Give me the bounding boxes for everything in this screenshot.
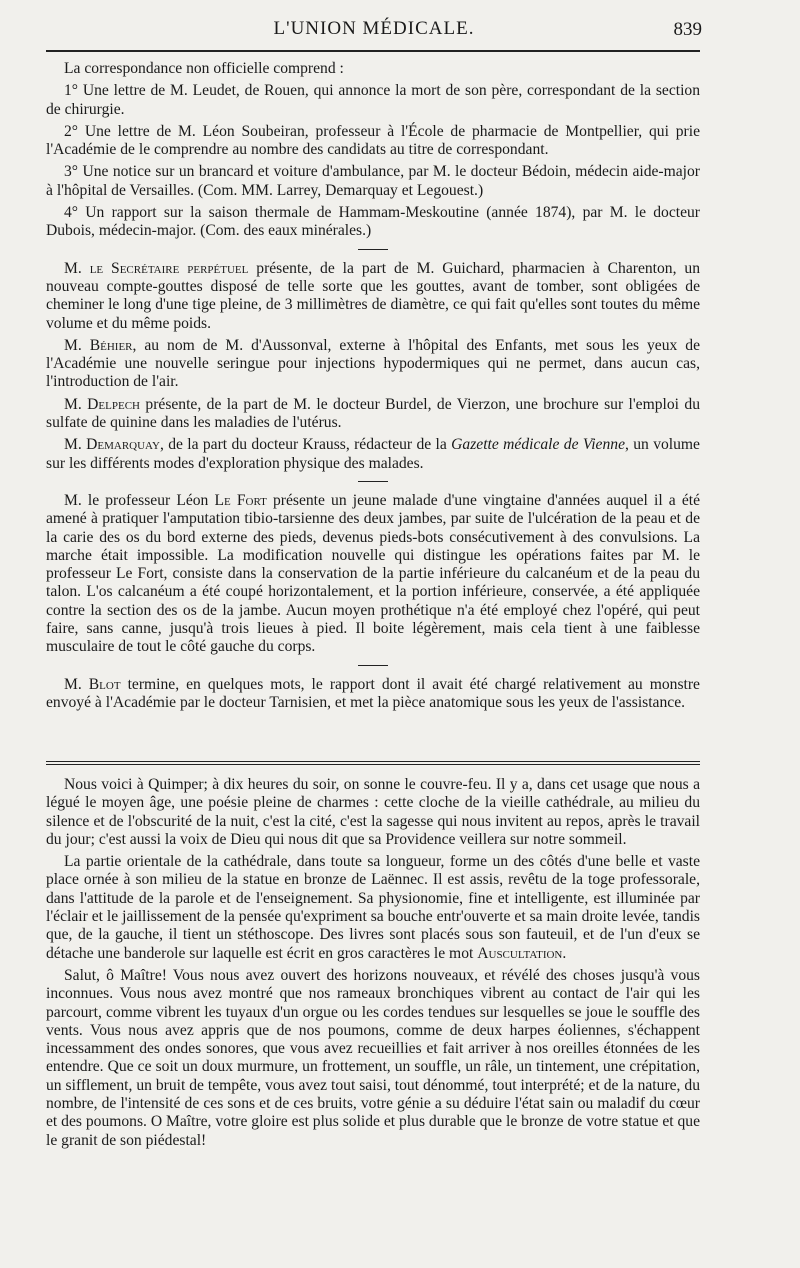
section-separator: [358, 249, 388, 250]
correspondence-intro: La correspondance non officielle comprend :: [64, 60, 344, 77]
feuilleton-rule-bottom: [46, 764, 700, 765]
section-separator: [358, 665, 388, 666]
correspondence-item-4: 4° Un rapport sur la saison thermale de Hammam-Meskoutine (année 1874), par M. le docteur Dubois, médecin-major. (Com. des eaux minérales.): [46, 204, 700, 240]
feuilleton-paragraph-2: La partie orientale de la cathédrale, dans toute sa longueur, forme un des côtés d'une belle et vaste place ornée à son milieu de la statue en bronze de Laënnec. Il est assis, revêtu de la toge professorale, dans l'attitude de la parole et de l'enseignement. Sa physionomie, fine et intelligente, est illuminée par l'éclair et le jaillissement de la pensée qu'expriment sa bouche entr'ouverte et sa main droite levée, tandis que, de la gauche, il tient un stéthoscope. Des livres sont placés sous son fauteuil, et de l'un d'eux se détache une banderole sur laquelle est écrit en gros caractères le mot Auscultation.: [46, 853, 700, 962]
announcement-demarquay: M. Demarquay, de la part du docteur Krauss, rédacteur de la Gazette médicale de Vienne, un volume sur les différents modes d'exploration physique des malades.: [46, 436, 700, 472]
speaker-name: Blot: [88, 675, 121, 693]
speaker-name: Le Fort: [214, 491, 267, 509]
header-rule: [46, 50, 700, 52]
le-fort-paragraph: M. le professeur Léon Le Fort présente un jeune malade d'une vingtaine d'années auquel il a été amené à pratiquer l'amputation tibio-tarsienne des deux jambes, par suite de l'ulcération de la peau et de la carie des os du bord externe des pieds, devenus pieds-bots consécutivement à des convulsions. La marche était impossible. La modification nouvelle qui distingue les opérations faites par M. le professeur Le Fort, consiste dans la conservation de la partie inférieure du calcanéum et de la peau du talon. L'os calcanéum a été coupé horizontalement, et la portion inférieure, conservée, a été appliquée contre la section des os de la jambe. Aucun moyen prothétique n'a été employé chez l'opéré, qui peut faire, sans canne, jusqu'à trois lieues à pied. Il boite légèrement, mais cela tient à une faiblesse musculaire de tout le côté gauche du corps.: [46, 491, 700, 656]
speaker-name: Delpech: [87, 395, 140, 413]
announcement-secretaire: M. le Secrétaire perpétuel présente, de la part de M. Guichard, pharmacien à Charenton, un nouveau compte-gouttes disposé de telle sorte que les gouttes, avant de tomber, sont obligées de cheminer le long d'une tige pleine, de 3 millimètres de diamètre, ce qui fait qu'elles sont toutes du même volume et du même poids.: [46, 259, 700, 332]
speaker-name: Demarquay: [86, 436, 160, 454]
running-title: L'UNION MÉDICALE.: [273, 18, 475, 39]
section-separator: [358, 481, 388, 482]
announcement-delpech: M. Delpech présente, de la part de M. le docteur Burdel, de Vierzon, une brochure sur l'emploi du sulfate de quinine dans les maladies de l'utérus.: [46, 395, 700, 432]
running-header: [48, 18, 700, 48]
auscultation-word: Auscultation: [477, 944, 563, 962]
correspondence-item-3: 3° Une notice sur un brancard et voiture d'ambulance, par M. le docteur Bédoin, médecin aide-major à l'hôpital de Versailles. (Com. MM. Larrey, Demarquay et Legouest.): [46, 163, 700, 199]
feuilleton-column: [46, 776, 700, 1154]
speaker-name: le Secrétaire perpétuel: [89, 259, 249, 277]
speaker-name: Béhier: [89, 336, 133, 354]
feuilleton-paragraph-1: Nous voici à Quimper; à dix heures du soir, on sonne le couvre-feu. Il y a, dans cet usage que nous a légué le moyen âge, une poésie pleine de charmes : cette cloche de la vieille cathédrale, au milieu du silence et de l'obscurité de la nuit, c'est la cité, c'est la sagesse qui nous invitent au repos, après le travail du jour; c'est aussi la voix de Dieu qui nous dit que sa Providence veillera sur notre sommeil.: [46, 776, 700, 848]
feuilleton-paragraph-3: Salut, ô Maître! Vous nous avez ouvert des horizons nouveaux, et révélé des choses jusqu'à vous inconnues. Vous nous avez montré que nos rameaux bronchiques vibrent au contact de l'air qui les parcourt, comme vibrent les tuyaux d'un orgue ou les cordes tendues sur lesquelles se joue le souffle des vents. Vous nous avez appris que de nos poumons, comme de deux harpes éoliennes, s'échappent incessamment des ondes sonores, que vous avez recueillies et fait arriver à nos oreilles étonnées de les entendre. Que ce soit un doux murmure, un frottement, un souffle, un râle, un tintement, une crépitation, un sifflement, un bruit de tempête, vous avez tout saisi, tout dénommé, tout interprété; et de la nature, du nombre, de l'intensité de ces sons et de ces bruits, votre génie a su déduire l'état sain ou maladif du cœur et des poumons. O Maître, votre gloire est plus solide et plus durable que le bronze de votre statue et que le granit de son piédestal!: [46, 966, 700, 1149]
journal-title: Gazette médicale de Vienne: [451, 436, 625, 454]
feuilleton-rule-top: [46, 761, 700, 762]
main-column: [46, 60, 700, 716]
announcement-behier: M. Béhier, au nom de M. d'Aussonval, externe à l'hôpital des Enfants, met sous les yeux de l'Académie une nouvelle seringue pour injections hypodermiques qui ne permet, dans aucun cas, l'introduction de l'air.: [46, 336, 700, 391]
blot-paragraph: M. Blot termine, en quelques mots, le rapport dont il avait été chargé relativement au monstre envoyé à l'Académie par le docteur Tarnisien, et met la pièce anatomique sous les yeux de l'assistance.: [46, 675, 700, 711]
correspondence-item-1: 1° Une lettre de M. Leudet, de Rouen, qui annonce la mort de son père, correspondant de la section de chirurgie.: [46, 82, 700, 118]
correspondence-item-2: 2° Une lettre de M. Léon Soubeiran, professeur à l'École de pharmacie de Montpellier, qui prie l'Académie de le comprendre au nombre des candidats au titre de correspondant.: [46, 122, 700, 159]
page-number: 839: [673, 19, 702, 40]
